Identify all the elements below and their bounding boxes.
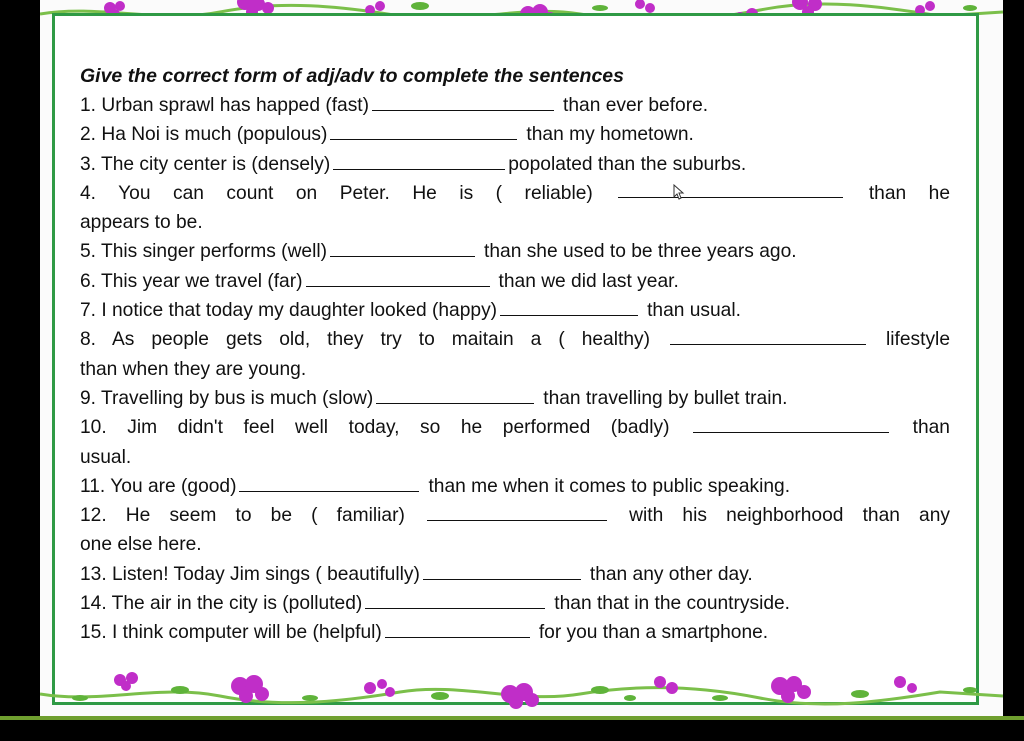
answer-blank[interactable] [333,151,505,170]
sentence-text: than [912,417,950,439]
sentence-7 [80,296,950,325]
answer-blank[interactable] [618,179,843,198]
sentence-text: 4. You can count on Peter. He is ( reliable) [80,182,593,204]
answer-blank[interactable] [500,297,638,316]
bottom-divider [0,716,1024,720]
sentence-text: than that in the countryside. [554,593,791,615]
sentence-2 [80,120,950,149]
sentence-3 [80,150,950,179]
sentence-text: than any other day. [589,563,753,585]
sentence-4-continued: appears to be. [80,212,203,234]
sentence-text: 6. This year we travel (far) [80,270,303,292]
sentence-text: 1. Urban sprawl has happed (fast) [80,95,370,116]
sentence-6 [80,267,950,296]
sentence-text: 7. I notice that today my daughter looked (happy) [80,300,498,322]
sentence-14 [80,589,950,618]
floral-border-bottom [40,668,1003,716]
answer-blank[interactable] [423,561,581,580]
sentence-10 [80,413,950,442]
sentence-12 [80,501,950,530]
sentence-12-continued: one else here. [80,534,202,556]
answer-blank[interactable] [330,121,517,140]
sentence-text: than we did last year. [498,270,679,292]
sentence-text: than usual. [647,300,741,322]
sentence-11 [80,472,950,501]
sentence-text: 5. This singer performs (well) [80,241,328,263]
sentence-text: popolated than the suburbs. [508,153,747,175]
answer-blank[interactable] [385,619,530,638]
sentence-text: 11. You are (good) [80,475,237,497]
sentence-text: for you than a smartphone. [538,622,769,644]
sentence-text: 15. I think computer will be (helpful) [80,622,382,644]
sentence-text: lifestyle [886,329,950,351]
answer-blank[interactable] [330,238,475,257]
sentence-10-continued: usual. [80,446,132,468]
sentence-text: 14. The air in the city is (polluted) [80,593,363,615]
sentence-text: than me when it comes to public speaking. [428,475,791,497]
sentence-text: than ever before. [563,95,709,116]
answer-blank[interactable] [306,268,490,287]
worksheet-content [80,62,950,648]
worksheet-title: Give the correct form of adj/adv to complete the sentences [80,65,624,87]
sentence-text: than she used to be three years ago. [484,241,797,263]
sentence-8 [80,325,950,354]
sentence-text: than he [868,182,950,204]
answer-blank[interactable] [693,414,889,433]
sentence-15 [80,618,950,647]
answer-blank[interactable] [376,385,534,404]
answer-blank[interactable] [670,326,866,345]
sentence-13 [80,560,950,589]
sentence-text: 8. As people gets old, they try to maitain a ( healthy) [80,329,650,351]
answer-blank[interactable] [427,502,607,521]
sentence-text: 10. Jim didn't feel well today, so he performed (badly) [80,417,670,439]
sentence-text: 2. Ha Noi is much (populous) [80,124,328,146]
sentence-4 [80,179,950,208]
sentence-text: with his neighborhood than any [629,505,950,527]
sentence-text: 3. The city center is (densely) [80,153,331,175]
answer-blank[interactable] [239,473,419,492]
sentence-9 [80,384,950,413]
answer-blank[interactable] [372,92,554,111]
sentence-8-continued: than when they are young. [80,358,307,380]
sentence-text: 13. Listen! Today Jim sings ( beautifully) [80,563,420,585]
sentence-text: 9. Travelling by bus is much (slow) [80,387,374,409]
sentence-5 [80,237,950,266]
answer-blank[interactable] [365,590,545,609]
sentence-text: than travelling by bullet train. [543,387,788,409]
sentence-text: 12. He seem to be ( familiar) [80,505,405,527]
sentence-1 [80,91,950,120]
sentence-text: than my hometown. [526,124,694,146]
